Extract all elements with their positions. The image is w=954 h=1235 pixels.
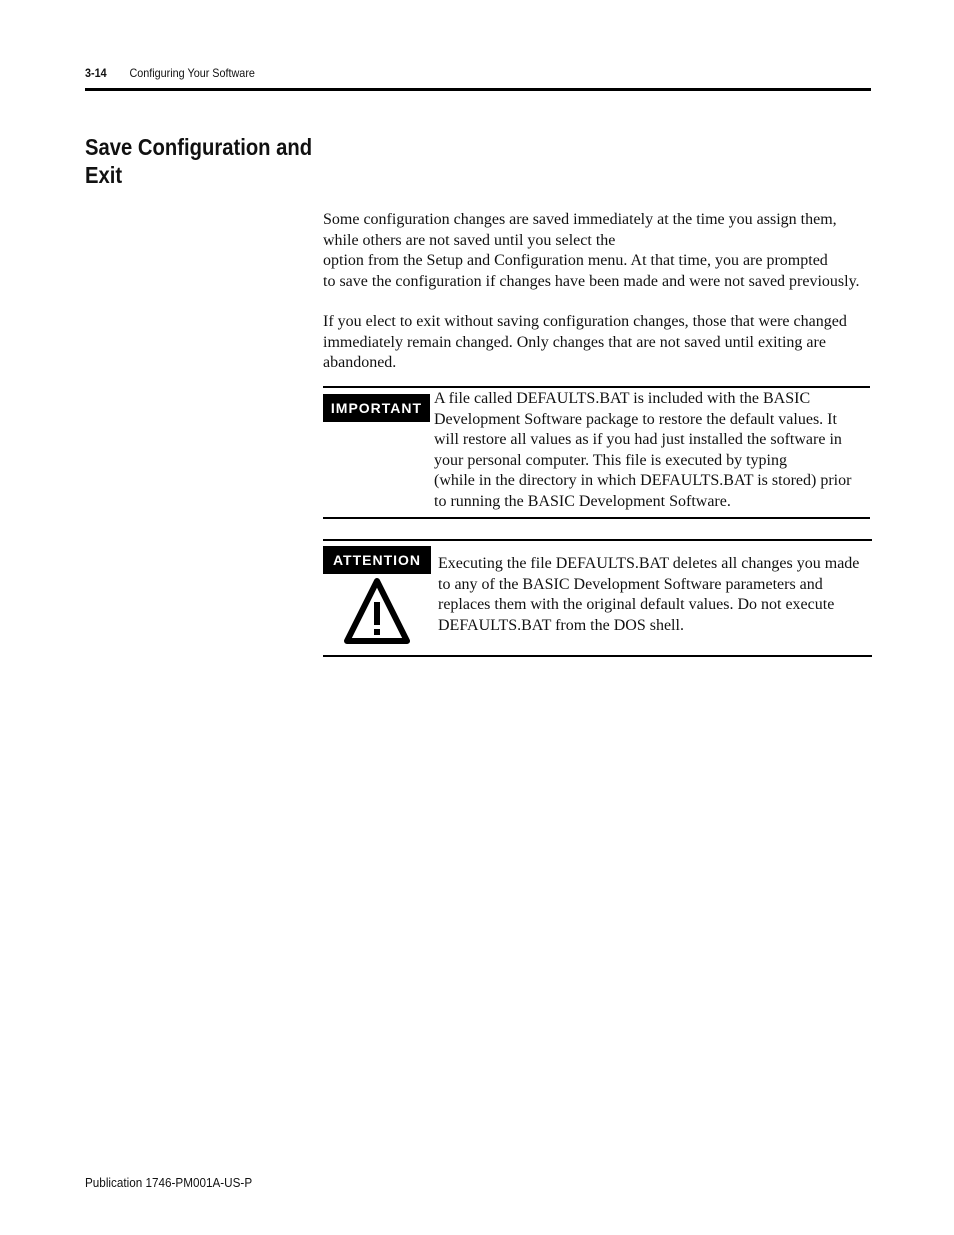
section-title-line: Exit [85, 162, 123, 188]
note-line: will restore all values as if you had just installed the software in [434, 431, 842, 448]
chapter-title: Configuring Your Software [129, 66, 255, 80]
attention-bottom-rule [323, 655, 872, 657]
important-bottom-rule [323, 517, 870, 519]
important-badge: IMPORTANT [323, 394, 430, 422]
attention-top-rule [323, 539, 872, 541]
paragraph-line: If you elect to exit without saving configuration changes, those that were changed [323, 313, 847, 330]
publication-footer: Publication 1746-PM001A-US-P [85, 1175, 253, 1190]
page-number: 3-14 [85, 66, 107, 80]
attention-badge: ATTENTION [323, 546, 431, 574]
important-note-text [434, 389, 851, 512]
section-title [85, 133, 314, 189]
paragraph-line: while others are not saved until you select the [323, 231, 616, 249]
note-line: A file called DEFAULTS.BAT is included with the BASIC [434, 390, 811, 407]
note-line: Development Software package to restore the default values. It [434, 410, 837, 428]
attention-note-text [438, 554, 859, 636]
running-header [85, 66, 255, 80]
paragraph-line: option from the Setup and Configuration menu. At that time, you are prompted [323, 252, 828, 269]
warning-exclamation-dot [374, 629, 380, 635]
note-line: to running the BASIC Development Software. [434, 492, 731, 510]
note-line: your personal computer. This file is executed by typing [434, 451, 787, 469]
paragraph-line: to save the configuration if changes have been made and were not saved previously. [323, 272, 860, 290]
warning-exclamation-bar [374, 602, 380, 625]
note-line: DEFAULTS.BAT from the DOS shell. [438, 616, 684, 634]
paragraph-line: abandoned. [323, 354, 397, 371]
important-top-rule [323, 386, 870, 388]
note-line: Executing the file DEFAULTS.BAT deletes all changes you made [438, 555, 860, 572]
section-title-line: Save Configuration and [85, 134, 313, 160]
body-paragraph [323, 210, 873, 292]
header-rule [85, 88, 871, 91]
note-line: (while in the directory in which DEFAULTS.BAT is stored) prior [434, 472, 852, 489]
warning-triangle-icon [342, 574, 412, 646]
note-line: replaces them with the original default values. Do not execute [438, 596, 835, 613]
note-line: to any of the BASIC Development Software parameters and [438, 575, 823, 593]
paragraph-line: Some configuration changes are saved immediately at the time you assign them, [323, 211, 837, 228]
body-paragraph [323, 312, 873, 374]
paragraph-line: immediately remain changed. Only changes that are not saved until exiting are [323, 333, 826, 351]
